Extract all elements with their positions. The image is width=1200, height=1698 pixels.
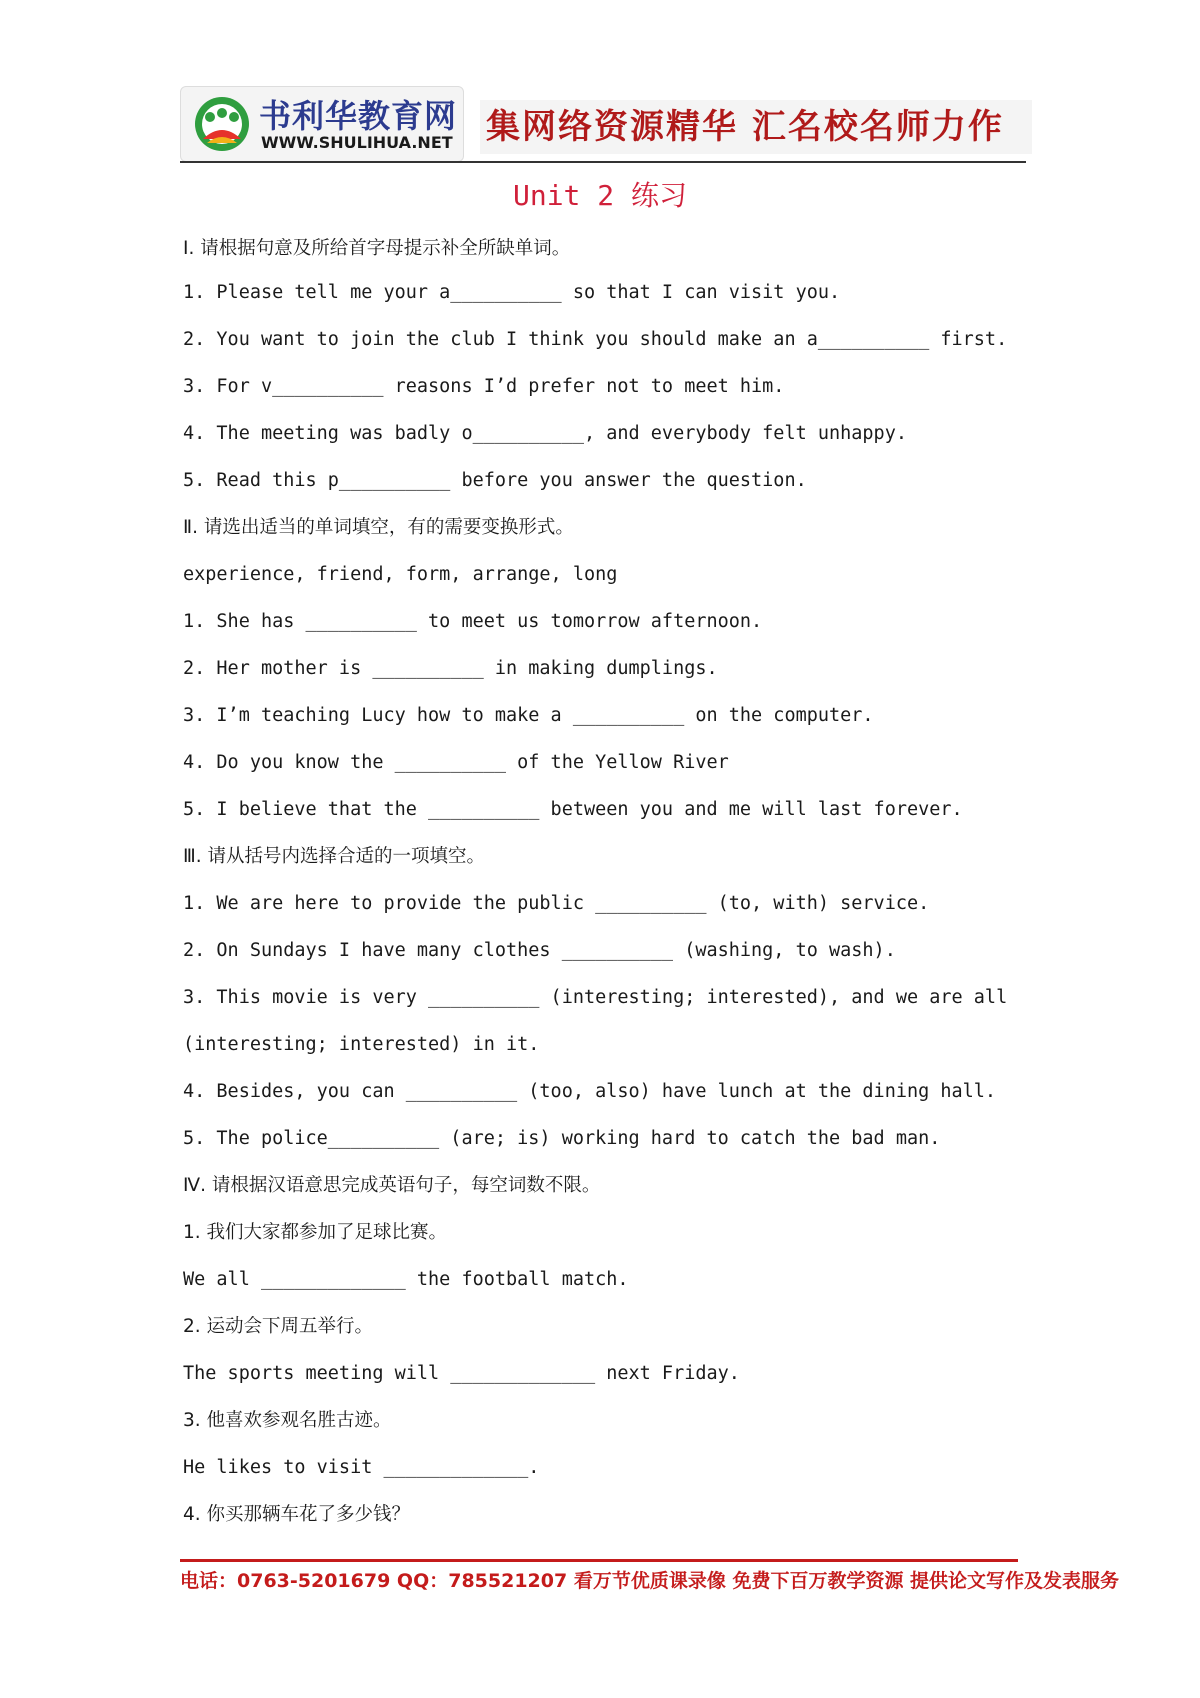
word-bank: experience, friend, form, arrange, long [183,564,618,585]
section-4-heading: Ⅳ. 请根据汉语意思完成英语句子，每空词数不限。 [183,1175,601,1196]
exercise-prompt: 2. 运动会下周五举行。 [183,1316,374,1337]
exercise-line: 2. On Sundays I have many clothes __________ (washing, to wash). [183,940,896,961]
exercise-line: (interesting; interested) in it. [183,1034,540,1055]
exercise-line: 1. Please tell me your a__________ so that I can visit you. [183,282,841,303]
section-2-heading: Ⅱ. 请选出适当的单词填空，有的需要变换形式。 [183,517,574,538]
exercise-line: 5. Read this p__________ before you answer the question. [183,470,807,491]
exercise-line: 5. The police__________ (are; is) working hard to catch the bad man. [183,1128,941,1149]
exercise-line: We all _____________ the football match. [183,1269,629,1290]
exercise-line: 3. This movie is very __________ (interesting; interested), and we are all [183,987,1008,1008]
exercise-line: 2. You want to join the club I think you should make an a__________ first. [183,329,1008,350]
section-1-heading: Ⅰ. 请根据句意及所给首字母提示补全所缺单词。 [183,238,571,259]
section-3-heading: Ⅲ. 请从括号内选择合适的一项填空。 [183,846,486,867]
footer-contact: 电话：0763-5201679 QQ：785521207 看万节优质课录像 免费下百万教学资源 提供论文写作及发表服务 [180,1570,1120,1592]
exercise-prompt: 4. 你买那辆车花了多少钱？ [183,1504,411,1525]
exercise-prompt: 3. 他喜欢参观名胜古迹。 [183,1410,392,1431]
site-logo [180,86,464,162]
exercise-line: 3. I’m teaching Lucy how to make a __________ on the computer. [183,705,874,726]
exercise-line: 4. Besides, you can __________ (too, also) have lunch at the dining hall. [183,1081,997,1102]
exercise-line: The sports meeting will _____________ next Friday. [183,1363,740,1384]
people-logo-icon [193,95,251,153]
page-title: Unit 2 练习 [512,179,687,212]
exercise-line: 4. Do you know the __________ of the Yellow River [183,752,729,773]
exercise-line: 3. For v__________ reasons I’d prefer not to meet him. [183,376,785,397]
exercise-line: 4. The meeting was badly o__________, and everybody felt unhappy. [183,423,907,444]
exercise-line: 1. She has __________ to meet us tomorrow afternoon. [183,611,763,632]
exercise-line: He likes to visit _____________. [183,1457,540,1478]
logo-site-url: WWW.SHULIHUA.NET [261,133,453,152]
logo-site-name: 书利华教育网 [259,97,458,135]
exercise-line: 2. Her mother is __________ in making dumplings. [183,658,718,679]
header-divider [180,161,1026,163]
header-slogan: 集网络资源精华 汇名校名师力作 [480,100,1032,154]
exercise-line: 5. I believe that the __________ between you and me will last forever. [183,799,963,820]
exercise-line: 1. We are here to provide the public __________ (to, with) service. [183,893,930,914]
site-header [180,86,1026,160]
exercise-prompt: 1. 我们大家都参加了足球比赛。 [183,1222,448,1243]
footer-divider [180,1559,1018,1562]
